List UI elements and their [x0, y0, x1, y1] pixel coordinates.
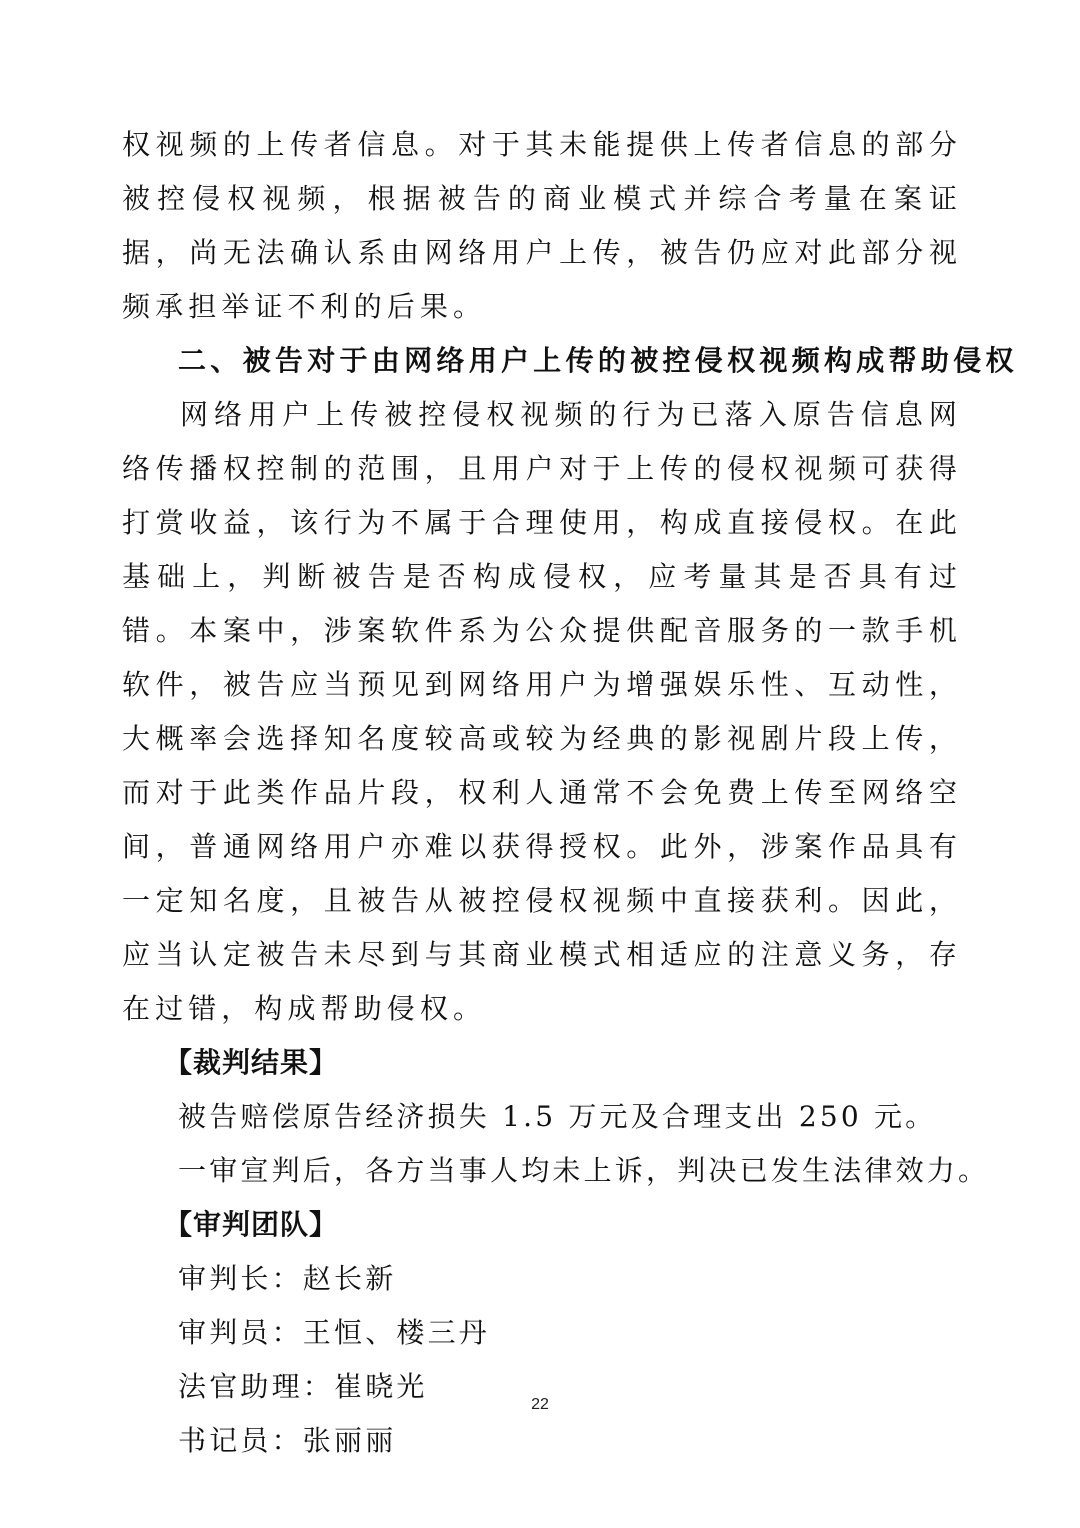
paragraph-direct-infringement-analysis: 网络用户上传被控侵权视频的行为已落入原告信息网络传播权控制的范围，且用户对于上传的侵权视频可获得打赏收益，该行为不属于合理使用，构成直接侵权。在此基础上，判断被告是否构成侵权，应考量其是否具有过错。本案中，涉案软件系为公众提供配音服务的一款手机软件，被告应当预见到网络用户为增强娱乐性、互动性，大概率会选择知名度较高或较为经典的影视剧片段上传，而对于此类作品片段，权利人通常不会免费上传至网络空间，普通网络用户亦难以获得授权。此外，涉案作品具有一定知名度，且被告从被控侵权视频中直接获利。因此，应当认定被告未尽到与其商业模式相适应的注意义务，存在过错，构成帮助侵权。	[122, 398, 962, 1025]
page-number: 22	[531, 1396, 549, 1413]
judgment-effect-line: 一审宣判后，各方当事人均未上诉，判决已发生法律效力。	[178, 1154, 990, 1187]
clerk-line: 书记员：张丽丽	[178, 1424, 397, 1457]
document-body	[122, 118, 1018, 1468]
trial-team-title: 【审判团队】	[164, 1208, 339, 1241]
judgment-result-title: 【裁判结果】	[164, 1046, 339, 1079]
section-heading-contributory-infringement: 二、被告对于由网络用户上传的被控侵权视频构成帮助侵权	[178, 344, 1018, 377]
judge-assistant-line: 法官助理：崔晓光	[178, 1370, 428, 1403]
presiding-judge-line: 审判长：赵长新	[178, 1262, 397, 1295]
paragraph-uploader-info: 权视频的上传者信息。对于其未能提供上传者信息的部分被控侵权视频，根据被告的商业模式并综合考量在案证据，尚无法确认系由网络用户上传，被告仍应对此部分视频承担举证不利的后果。	[122, 128, 962, 323]
judges-line: 审判员：王恒、楼三丹	[178, 1316, 491, 1349]
judgment-compensation-line: 被告赔偿原告经济损失 1.5 万元及合理支出 250 元。	[178, 1100, 937, 1133]
